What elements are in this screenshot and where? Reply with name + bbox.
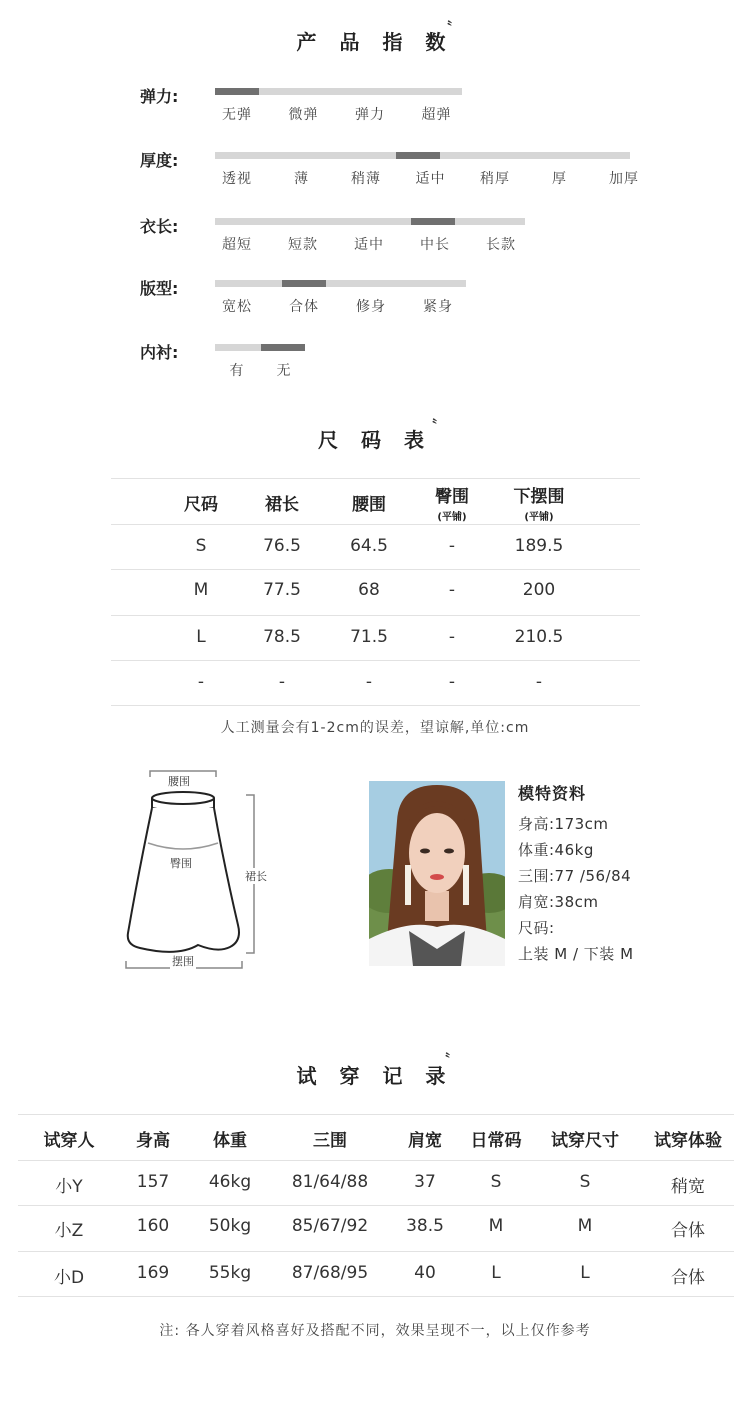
index-option: 适中 xyxy=(354,237,384,253)
index-option: 长款 xyxy=(486,237,516,253)
table-divider xyxy=(111,524,640,525)
index-label: 厚度: xyxy=(140,151,179,170)
index-option: 合体 xyxy=(289,299,319,315)
size-cell: S xyxy=(195,536,207,556)
table-divider xyxy=(111,660,640,661)
size-header-cell: 尺码 xyxy=(184,495,218,515)
index-bar xyxy=(215,280,466,287)
product-index-title: 产 品 指 数 xyxy=(296,30,454,54)
size-header-cell: 腰围 xyxy=(352,495,386,515)
length-label: 裙长 xyxy=(245,870,267,883)
size-header-cell: 裙长 xyxy=(265,495,299,515)
tryon-cell: 合体 xyxy=(671,1221,705,1241)
size-cell: 76.5 xyxy=(263,536,301,556)
table-divider xyxy=(111,705,640,706)
size-cell: - xyxy=(448,627,456,647)
size-cell: L xyxy=(196,627,206,647)
tryon-header-cell: 试穿体验 xyxy=(654,1131,722,1151)
hip-label: 臀围 xyxy=(170,857,192,870)
tryon-header-cell: 三围 xyxy=(313,1131,347,1151)
tryon-cell: 小Y xyxy=(55,1177,83,1197)
size-note: 人工测量会有1-2cm的误差，望谅解,单位:cm xyxy=(220,720,530,736)
tryon-cell: 169 xyxy=(136,1263,170,1283)
index-bar xyxy=(215,88,462,95)
tryon-cell: S xyxy=(490,1172,502,1192)
size-cell: - xyxy=(278,672,286,692)
size-header-cell: 下摆围 (平铺) xyxy=(494,482,584,523)
size-header-cell: 臀围 (平铺) xyxy=(407,482,497,523)
tryon-cell: M xyxy=(577,1216,593,1236)
title-tick-mark: 〝 xyxy=(440,20,453,34)
tryon-cell: L xyxy=(491,1263,501,1283)
size-cell: 64.5 xyxy=(350,536,388,556)
tryon-cell: 46kg xyxy=(208,1172,252,1192)
tryon-cell: 157 xyxy=(136,1172,170,1192)
size-cell: - xyxy=(448,672,456,692)
size-cell: - xyxy=(448,536,456,556)
table-divider xyxy=(18,1251,734,1252)
index-option: 弹力 xyxy=(355,107,385,123)
size-cell: 71.5 xyxy=(350,627,388,647)
index-option: 修身 xyxy=(356,299,386,315)
index-option: 中长 xyxy=(420,237,450,253)
table-divider xyxy=(111,569,640,570)
index-option: 紧身 xyxy=(423,299,453,315)
model-info-line: 尺码: xyxy=(518,919,555,937)
tryon-cell: L xyxy=(580,1263,590,1283)
index-option: 短款 xyxy=(288,237,318,253)
index-label: 内衬: xyxy=(140,343,179,362)
tryon-header-cell: 体重 xyxy=(213,1131,247,1151)
table-divider xyxy=(18,1205,734,1206)
tryon-header-cell: 肩宽 xyxy=(408,1131,442,1151)
index-bar-fill xyxy=(396,152,440,159)
tryon-title: 试 穿 记 录 xyxy=(296,1064,454,1088)
index-option: 稍厚 xyxy=(480,171,510,187)
index-label: 弹力: xyxy=(140,87,179,106)
size-header-sub: (平铺) xyxy=(437,512,467,523)
hem-label: 摆围 xyxy=(172,955,194,968)
size-cell: - xyxy=(535,672,543,692)
model-portrait-icon xyxy=(369,781,505,966)
title-tick-mark: 〝 xyxy=(438,1052,451,1066)
index-option: 透视 xyxy=(222,171,252,187)
table-divider xyxy=(18,1114,734,1115)
tryon-cell: 55kg xyxy=(208,1263,252,1283)
index-label: 版型: xyxy=(140,279,179,298)
size-header-sub: (平铺) xyxy=(524,512,554,523)
size-cell: M xyxy=(193,580,209,600)
index-option: 微弹 xyxy=(288,107,319,123)
index-option: 厚 xyxy=(552,171,567,187)
tryon-cell: 50kg xyxy=(208,1216,252,1236)
model-info-line: 身高:173cm xyxy=(518,815,609,833)
tryon-header-cell: 试穿人 xyxy=(43,1131,95,1151)
size-cell: - xyxy=(197,672,205,692)
tryon-cell: M xyxy=(488,1216,504,1236)
tryon-cell: 小D xyxy=(53,1268,85,1288)
table-divider xyxy=(111,478,640,479)
model-info-line: 上装 M / 下装 M xyxy=(518,945,634,963)
tryon-cell: S xyxy=(579,1172,591,1192)
model-info-line: 体重:46kg xyxy=(518,841,594,859)
size-cell: 77.5 xyxy=(263,580,301,600)
size-cell: - xyxy=(365,672,373,692)
index-option: 超弹 xyxy=(421,107,452,123)
size-chart-title: 尺 码 表 xyxy=(318,428,432,452)
index-option: 无弹 xyxy=(222,107,252,123)
model-info-title: 模特资料 xyxy=(518,784,587,803)
size-cell: 210.5 xyxy=(514,627,564,647)
index-option: 无 xyxy=(276,363,292,379)
tryon-header-cell: 试穿尺寸 xyxy=(551,1131,619,1151)
tryon-cell: 稍宽 xyxy=(671,1177,705,1197)
table-divider xyxy=(18,1296,734,1297)
size-cell: 68 xyxy=(358,580,380,600)
tryon-cell: 合体 xyxy=(671,1268,705,1288)
tryon-cell: 160 xyxy=(136,1216,170,1236)
tryon-cell: 37 xyxy=(414,1172,436,1192)
index-bar-fill xyxy=(261,344,305,351)
tryon-cell: 81/64/88 xyxy=(291,1172,369,1192)
index-bar xyxy=(215,218,525,225)
table-divider xyxy=(111,615,640,616)
title-tick-mark: 〝 xyxy=(425,418,438,432)
index-option: 加厚 xyxy=(609,171,639,187)
index-option: 稍薄 xyxy=(351,171,381,187)
skirt-diagram xyxy=(118,765,278,980)
tryon-cell: 85/67/92 xyxy=(291,1216,369,1236)
tryon-cell: 小Z xyxy=(54,1221,84,1241)
model-photo xyxy=(369,781,505,966)
tryon-header-cell: 日常码 xyxy=(470,1131,522,1151)
index-bar-fill xyxy=(215,88,259,95)
size-cell: 189.5 xyxy=(514,536,564,556)
index-label: 衣长: xyxy=(140,217,179,236)
index-option: 有 xyxy=(229,363,245,379)
tryon-cell: 38.5 xyxy=(406,1216,444,1236)
index-bar xyxy=(215,344,305,351)
waist-label: 腰围 xyxy=(168,775,190,788)
index-option: 宽松 xyxy=(222,299,252,315)
model-info-line: 三围:77 /56/84 xyxy=(518,867,632,885)
tryon-header-cell: 身高 xyxy=(136,1131,170,1151)
size-cell: 78.5 xyxy=(263,627,301,647)
table-divider xyxy=(18,1160,734,1161)
tryon-cell: 40 xyxy=(414,1263,436,1283)
index-bar xyxy=(215,152,630,159)
model-info-line: 肩宽:38cm xyxy=(518,893,599,911)
index-option: 适中 xyxy=(415,171,446,187)
tryon-cell: 87/68/95 xyxy=(291,1263,369,1283)
index-bar-fill xyxy=(282,280,326,287)
index-bar-fill xyxy=(411,218,455,225)
index-option: 薄 xyxy=(294,171,309,187)
tryon-note: 注: 各人穿着风格喜好及搭配不同，效果呈现不一，以上仅作参考 xyxy=(159,1323,591,1339)
index-option: 超短 xyxy=(222,237,252,253)
size-cell: - xyxy=(448,580,456,600)
size-cell: 200 xyxy=(522,580,556,600)
